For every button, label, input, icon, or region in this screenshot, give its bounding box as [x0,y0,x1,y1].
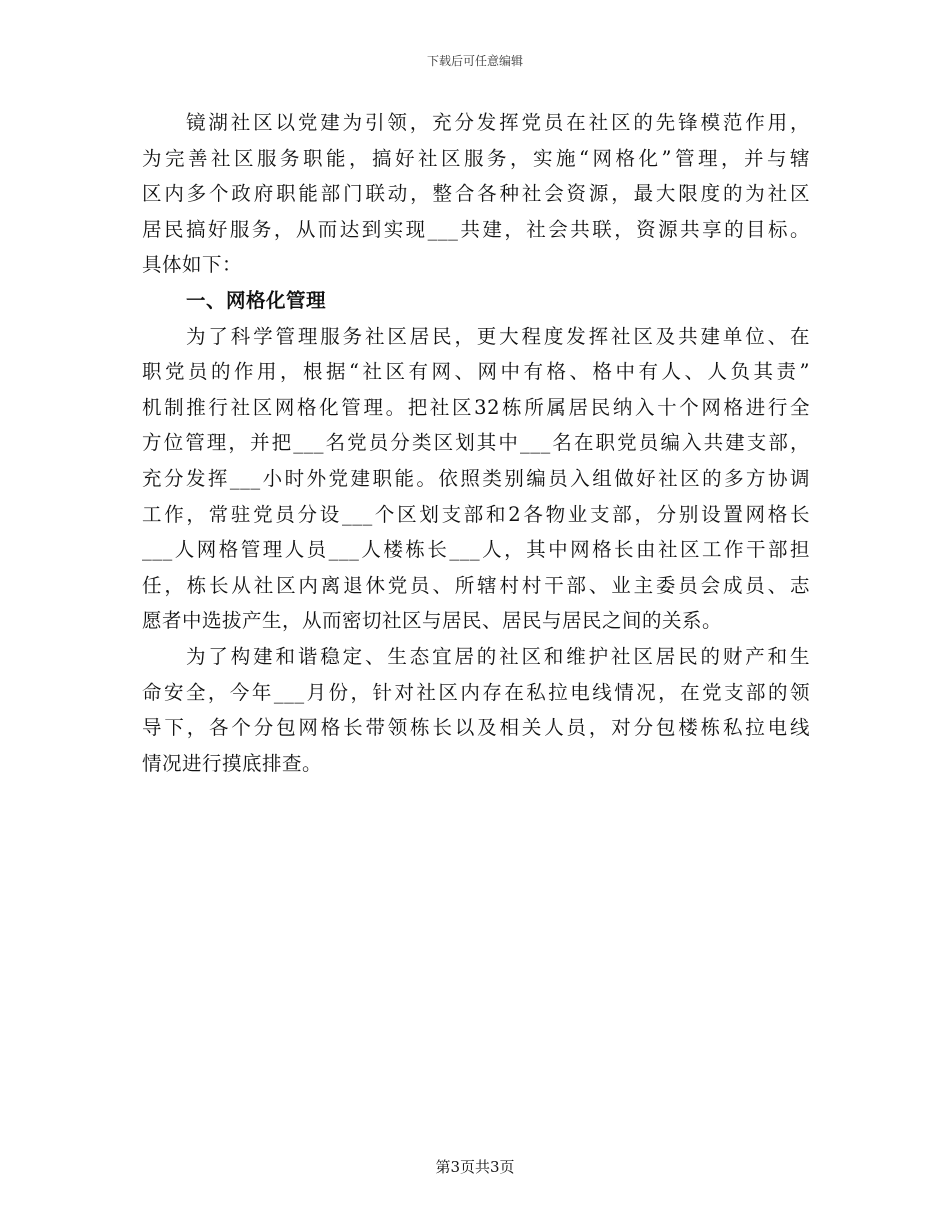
text-line: 为了构建和谐稳定、生态宜居的社区和维护社区居民的财产和生 [186,644,810,668]
section-heading: 一、网格化管理 [186,288,327,312]
text-line: 导下，各个分包网格长带领栋长以及相关人员，对分包楼栋私拉电线 [142,716,810,740]
text-line: 愿者中选拔产生，从而密切社区与居民、居民与居民之间的关系。 [142,609,723,633]
page-header-note: 下载后可任意编辑 [426,54,523,68]
text-line: 命安全，今年___月份，针对社区内存在私拉电线情况，在党支部的领 [142,680,810,704]
document-body [142,108,810,784]
text-line: ___人网格管理人员___人楼栋长___人，其中网格长由社区工作干部担 [142,538,810,562]
text-line: 为完善社区服务职能，搞好社区服务，实施“网格化”管理，并与辖 [142,146,810,170]
text-line: 具体如下： [142,253,243,277]
text-line: 方位管理，并把___名党员分类区划其中___名在职党员编入共建支部， [142,431,810,455]
text-line: 镜湖社区以党建为引领，充分发挥党员在社区的先锋模范作用， [186,111,810,134]
text-line: 工作，常驻党员分设___个区划支部和2各物业支部，分别设置网格长 [142,502,810,526]
text-line: 区内多个政府职能部门联动，整合各种社会资源，最大限度的为社区 [142,182,810,206]
text-line: 机制推行社区网格化管理。把社区32栋所属居民纳入十个网格进行全 [142,395,810,419]
text-line: 为了科学管理服务社区居民，更大程度发挥社区及共建单位、在 [186,324,810,348]
text-line: 任，栋长从社区内离退休党员、所辖村村干部、业主委员会成员、志 [142,573,810,597]
text-line: 职党员的作用，根据“社区有网、网中有格、格中有人、人负其责” [142,360,810,384]
page-number: 第3页共3页 [435,1158,515,1176]
paragraph-safety [142,642,810,779]
text-line: 情况进行摸底排查。 [142,751,323,775]
text-line: 充分发挥___小时外党建职能。依照类别编员入组做好社区的多方协调 [142,466,810,490]
text-line: 居民搞好服务，从而达到实现___共建，社会共联，资源共享的目标。 [142,217,810,241]
paragraph-grid-management [142,322,810,637]
paragraph-intro [142,108,810,280]
